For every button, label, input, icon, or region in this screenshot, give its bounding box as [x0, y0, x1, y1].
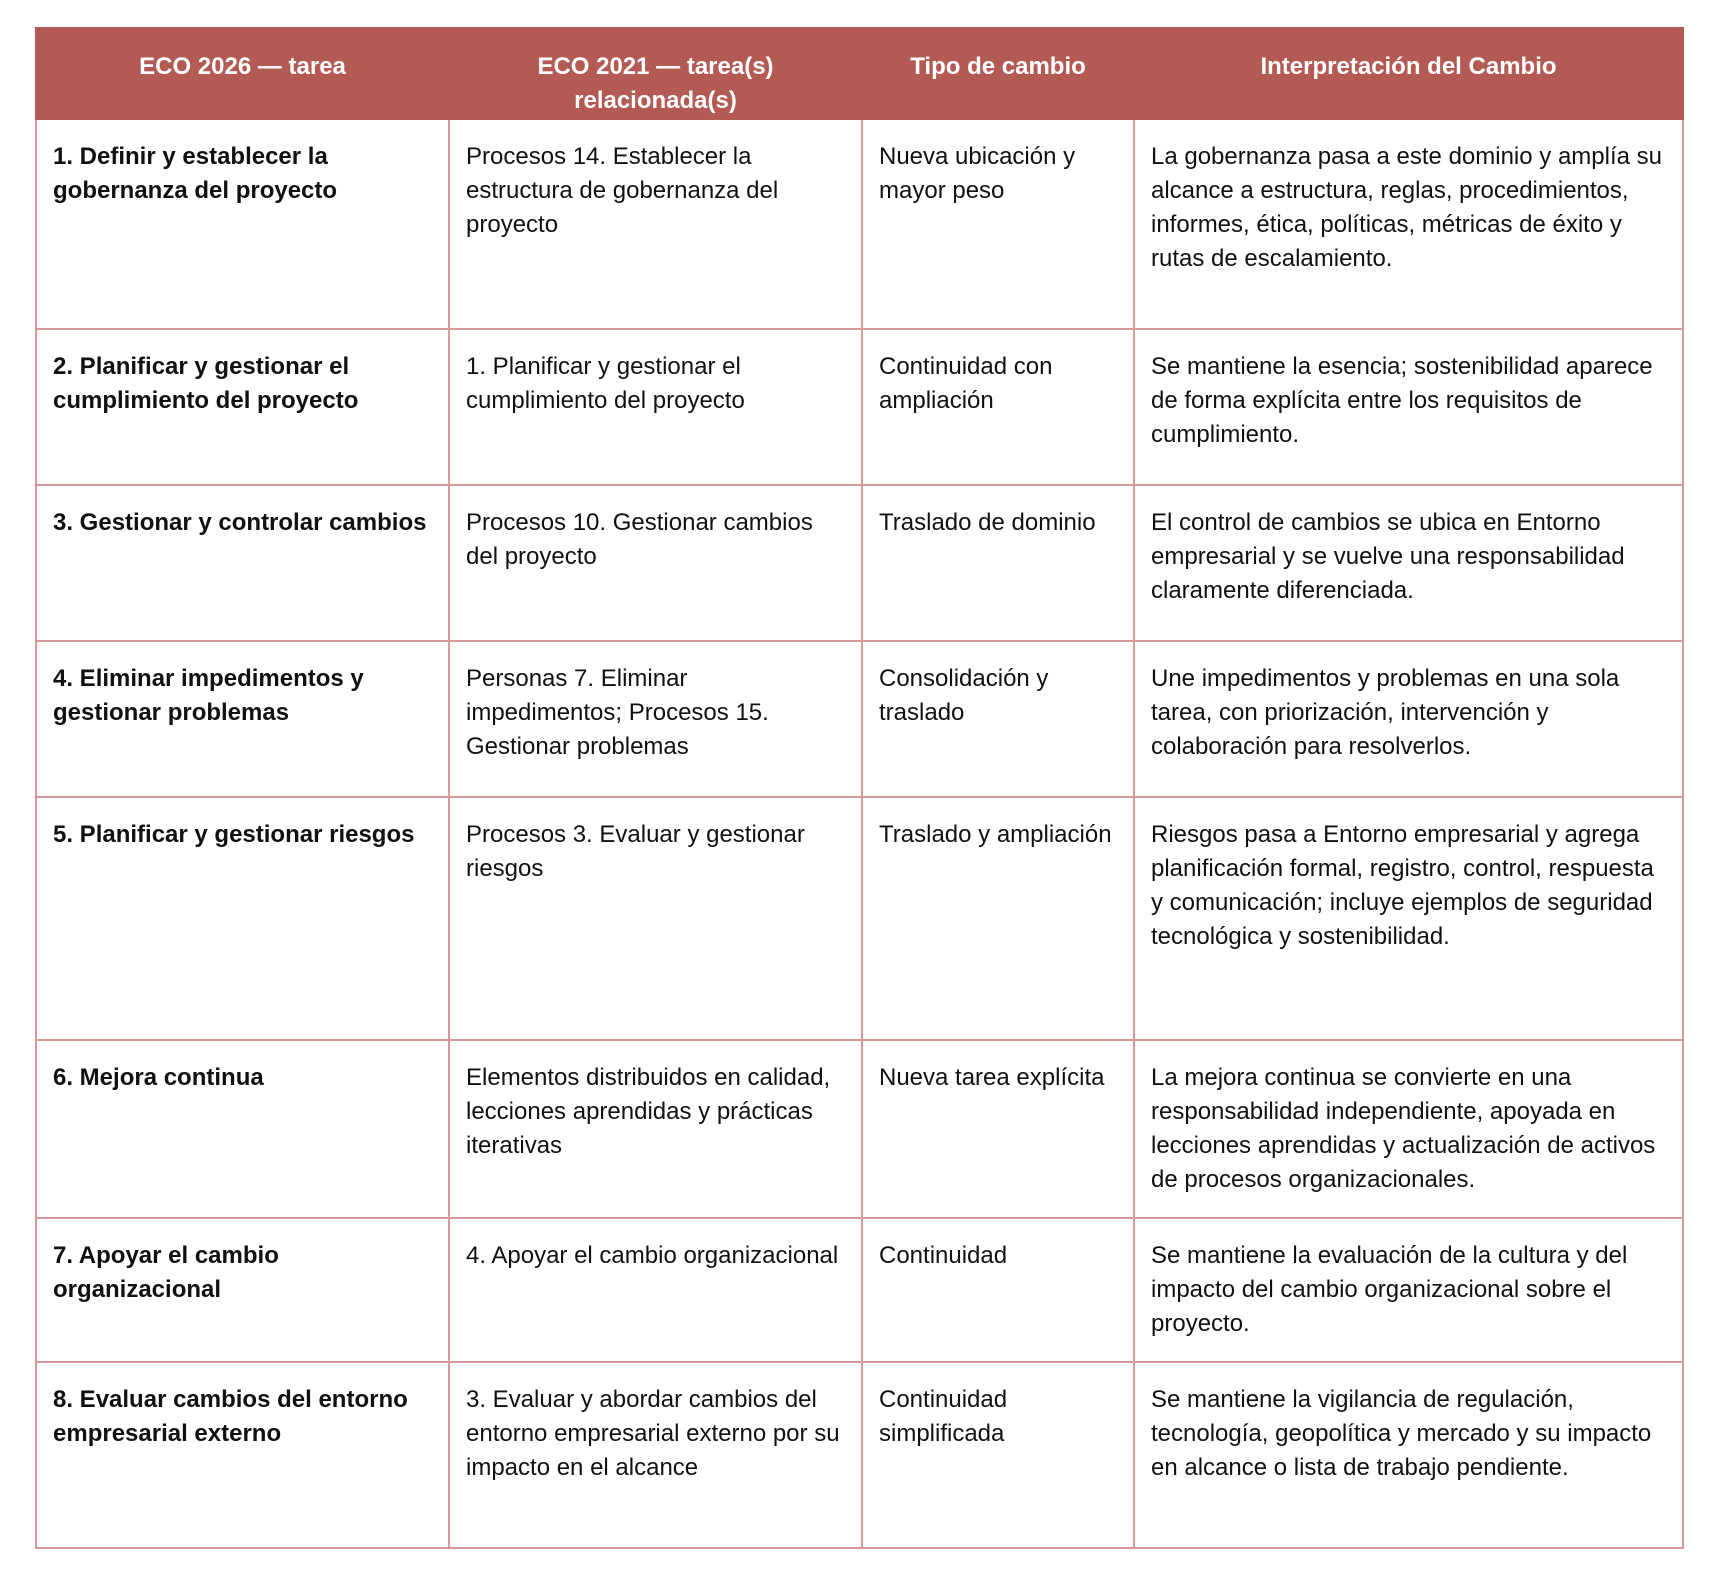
interpretation-cell: Une impedimentos y problemas en una sola tarea, con priorización, intervención y colaboración para resolverlos. — [1134, 641, 1683, 797]
interpretation-cell: Se mantiene la esencia; sostenibilidad aparece de forma explícita entre los requisitos de cumplimiento. — [1134, 329, 1683, 485]
table-row — [36, 1362, 1683, 1548]
eco2026-task-cell: 1. Definir y establecer la gobernanza del proyecto — [36, 119, 449, 329]
eco2021-task-cell: 1. Planificar y gestionar el cumplimiento del proyecto — [449, 329, 862, 485]
eco2021-task-cell: Procesos 3. Evaluar y gestionar riesgos — [449, 797, 862, 1040]
eco2026-task-cell: 7. Apoyar el cambio organizacional — [36, 1218, 449, 1362]
interpretation-cell: La gobernanza pasa a este dominio y amplía su alcance a estructura, reglas, procedimientos, informes, ética, políticas, métricas de éxito y rutas de escalamiento. — [1134, 119, 1683, 329]
eco2021-task-cell: Elementos distribuidos en calidad, lecciones aprendidas y prácticas iterativas — [449, 1040, 862, 1218]
eco-comparison-table — [35, 27, 1684, 1549]
table-row — [36, 1218, 1683, 1362]
table-row — [36, 329, 1683, 485]
interpretation-cell: La mejora continua se convierte en una responsabilidad independiente, apoyada en lecciones aprendidas y actualización de activos de procesos organizacionales. — [1134, 1040, 1683, 1218]
header-eco2026: ECO 2026 — tarea — [36, 28, 449, 119]
change-type-cell: Nueva tarea explícita — [862, 1040, 1134, 1218]
change-type-cell: Continuidad simplificada — [862, 1362, 1134, 1548]
eco2026-task-cell: 2. Planificar y gestionar el cumplimiento del proyecto — [36, 329, 449, 485]
eco2026-task-cell: 3. Gestionar y controlar cambios — [36, 485, 449, 641]
change-type-cell: Continuidad — [862, 1218, 1134, 1362]
eco2021-task-cell: Personas 7. Eliminar impedimentos; Procesos 15. Gestionar problemas — [449, 641, 862, 797]
eco2026-task-cell: 5. Planificar y gestionar riesgos — [36, 797, 449, 1040]
table-row — [36, 797, 1683, 1040]
table-row — [36, 1040, 1683, 1218]
interpretation-cell: El control de cambios se ubica en Entorno empresarial y se vuelve una responsabilidad claramente diferenciada. — [1134, 485, 1683, 641]
change-type-cell: Traslado y ampliación — [862, 797, 1134, 1040]
change-type-cell: Traslado de dominio — [862, 485, 1134, 641]
eco2026-task-cell: 4. Eliminar impedimentos y gestionar problemas — [36, 641, 449, 797]
header-row — [36, 28, 1683, 119]
table-row — [36, 641, 1683, 797]
table-row — [36, 119, 1683, 329]
change-type-cell: Consolidación y traslado — [862, 641, 1134, 797]
comparison-table-container — [35, 27, 1682, 1549]
eco2026-task-cell: 8. Evaluar cambios del entorno empresarial externo — [36, 1362, 449, 1548]
change-type-cell: Nueva ubicación y mayor peso — [862, 119, 1134, 329]
interpretation-cell: Se mantiene la evaluación de la cultura y del impacto del cambio organizacional sobre el proyecto. — [1134, 1218, 1683, 1362]
header-tipo-cambio: Tipo de cambio — [862, 28, 1134, 119]
eco2026-task-cell: 6. Mejora continua — [36, 1040, 449, 1218]
eco2021-task-cell: Procesos 10. Gestionar cambios del proyecto — [449, 485, 862, 641]
header-interpretacion: Interpretación del Cambio — [1134, 28, 1683, 119]
interpretation-cell: Se mantiene la vigilancia de regulación, tecnología, geopolítica y mercado y su impacto en alcance o lista de trabajo pendiente. — [1134, 1362, 1683, 1548]
change-type-cell: Continuidad con ampliación — [862, 329, 1134, 485]
header-eco2021: ECO 2021 — tarea(s) relacionada(s) — [449, 28, 862, 119]
eco2021-task-cell: 4. Apoyar el cambio organizacional — [449, 1218, 862, 1362]
eco2021-task-cell: 3. Evaluar y abordar cambios del entorno empresarial externo por su impacto en el alcance — [449, 1362, 862, 1548]
interpretation-cell: Riesgos pasa a Entorno empresarial y agrega planificación formal, registro, control, respuesta y comunicación; incluye ejemplos de seguridad tecnológica y sostenibilidad. — [1134, 797, 1683, 1040]
eco2021-task-cell: Procesos 14. Establecer la estructura de gobernanza del proyecto — [449, 119, 862, 329]
table-row — [36, 485, 1683, 641]
